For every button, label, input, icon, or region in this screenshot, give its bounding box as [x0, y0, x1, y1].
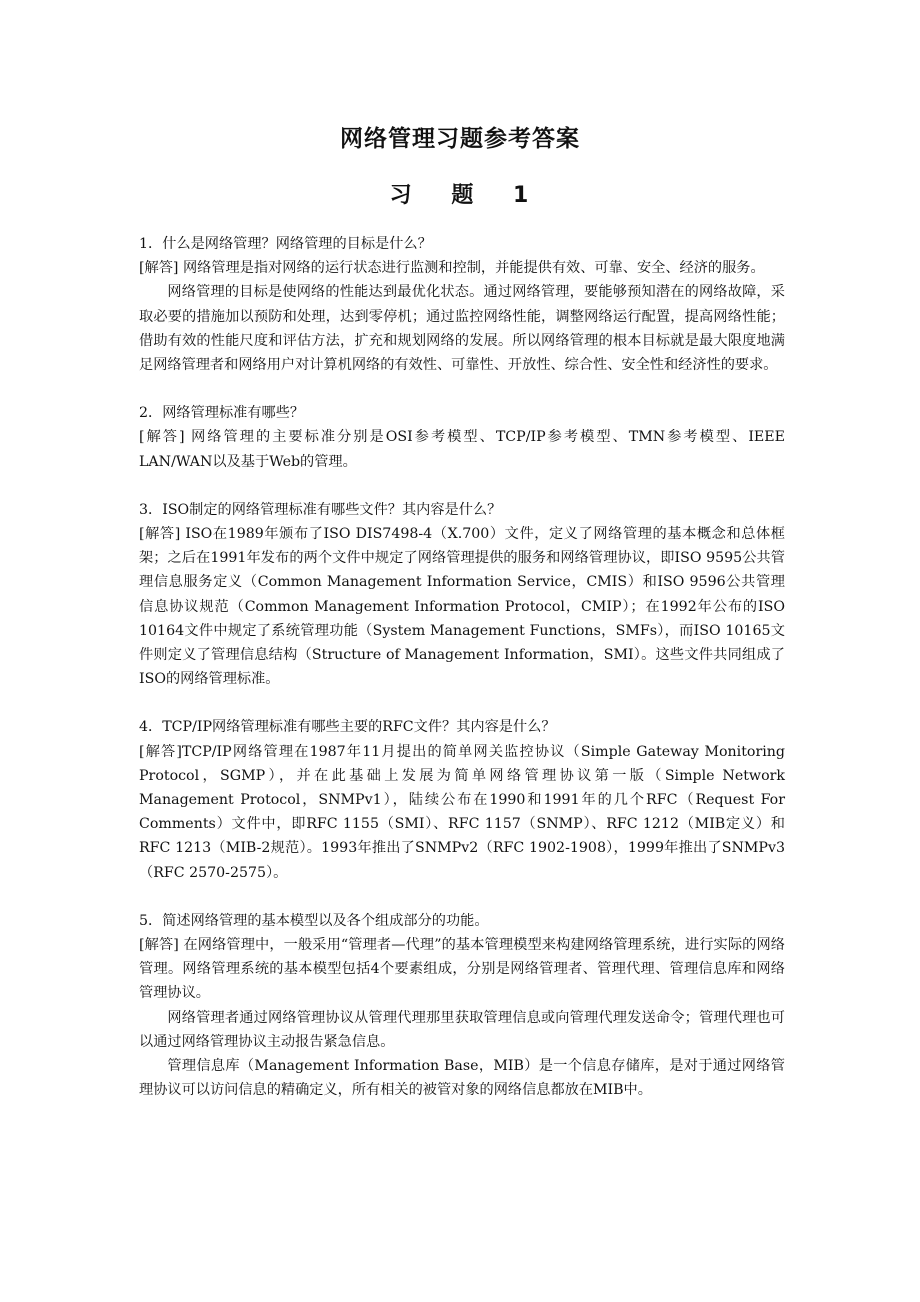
qa-item-1: [139, 232, 785, 377]
chapter-heading: 习 题 1: [389, 183, 531, 208]
question-5: 5．简述网络管理的基本模型以及各个组成部分的功能。: [139, 912, 489, 929]
answer-5-para-1: [解答] 在网络管理中，一般采用“管理者—代理”的基本管理模型来构建网络管理系统，进行实际的网络管理。网络管理系统的基本模型包括4个要素组成，分别是网络管理者、管理代理、管理信息库和网络管理协议。: [139, 937, 785, 1002]
answer-5-para-2: 网络管理者通过网络管理协议从管理代理那里获取管理信息或向管理代理发送命令；管理代理也可以通过网络管理协议主动报告紧急信息。: [139, 1009, 785, 1050]
document-title: 网络管理习题参考答案: [340, 126, 580, 152]
section-gap: [139, 691, 785, 715]
answer-2-para-1: [解答] 网络管理的主要标准分别是OSI参考模型、TCP/IP参考模型、TMN参考模型、IEEE LAN/WAN以及基于Web的管理。: [139, 429, 785, 470]
qa-item-4: [139, 715, 785, 884]
qa-item-3: [139, 498, 785, 692]
question-2: 2．网络管理标准有哪些？: [139, 405, 305, 422]
section-gap: [139, 377, 785, 401]
answer-1-para-2: 网络管理的目标是使网络的性能达到最优化状态。通过网络管理，要能够预知潜在的网络故障，采取必要的措施加以预防和处理，达到零停机；通过监控网络性能，调整网络运行配置，提高网络性能；借助有效的性能尺度和评估方法，扩充和规划网络的发展。所以网络管理的根本目标就是最大限度地满足网络管理者和网络用户对计算机网络的有效性、可靠性、开放性、综合性、安全性和经济性的要求。: [139, 284, 785, 374]
question-3: 3．ISO制定的网络管理标准有哪些文件？其内容是什么？: [139, 501, 502, 518]
answer-1-para-1: [解答] 网络管理是指对网络的运行状态进行监测和控制，并能提供有效、可靠、安全、经济的服务。: [139, 260, 765, 277]
section-gap: [139, 885, 785, 909]
qa-content: [139, 232, 785, 1103]
answer-4-para-1: [解答]TCP/IP网络管理在1987年11月提出的简单网关监控协议（Simple Gateway Monitoring Protocol，SGMP），并在此基础上发展为简单网络管理协议第一版（Simple Network Management Protocol，SNMPv1），陆续公布在1990和1991年的几个RFC（Request For Comments）文件中，即RFC 1155（SMI）、RFC 1157（SNMP）、RFC 1212（MIB定义）和RFC 1213（MIB-2规范）。1993年推出了SNMPv2（RFC 1902-1908），1999年推出了SNMPv3（RFC 2570-2575）。: [139, 743, 785, 881]
question-1: 1．什么是网络管理？网络管理的目标是什么？: [139, 236, 432, 252]
qa-item-5: [139, 909, 785, 1103]
section-gap: [139, 474, 785, 498]
question-4: 4．TCP/IP网络管理标准有哪些主要的RFC文件？其内容是什么？: [139, 719, 556, 736]
answer-3-para-1: [解答] ISO在1989年颁布了ISO DIS7498-4（X.700）文件，定义了网络管理的基本概念和总体框架；之后在1991年发布的两个文件中规定了网络管理提供的服务和网络管理协议，即ISO 9595公共管理信息服务定义（Common Management Information Service，CMIS）和ISO 9596公共管理信息协议规范（Common Management Information Protocol，CMIP）；在1992年公布的ISO 10164文件中规定了系统管理功能（System Management Functions，SMFs），而ISO 10165文件则定义了管理信息结构（Structure of Management Information，SMI）。这些文件共同组成了ISO的网络管理标准。: [139, 526, 785, 688]
answer-5-para-3: 管理信息库（Management Information Base，MIB）是一个信息存储库，是对于通过网络管理协议可以访问信息的精确定义，所有相关的被管对象的网络信息都放在MIB中。: [139, 1058, 785, 1099]
qa-item-2: [139, 401, 785, 474]
